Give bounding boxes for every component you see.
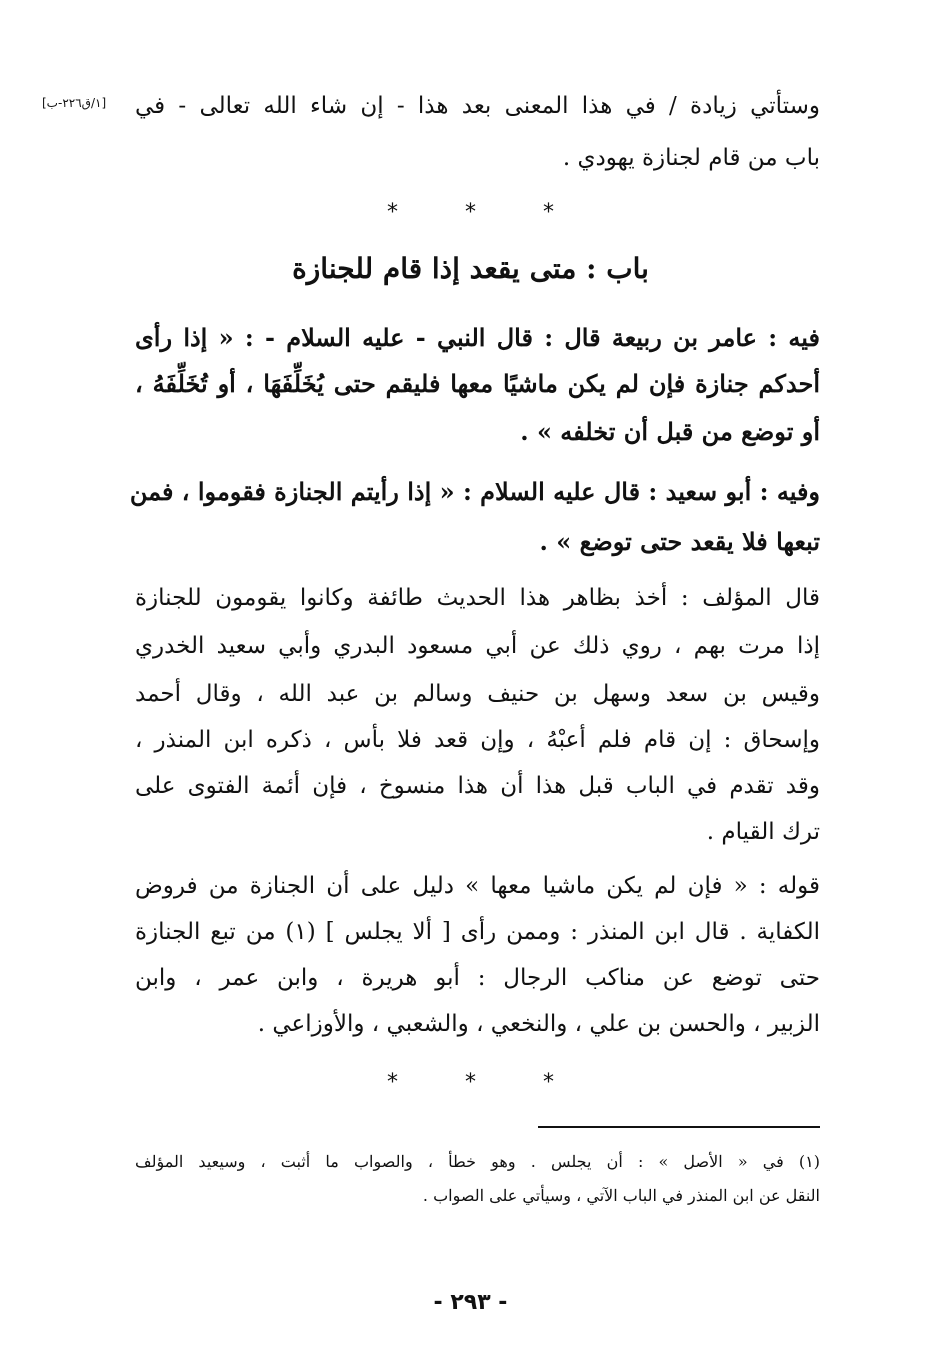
commentary2-line-2: الكفاية . قال ابن المنذر : وممن رأى [ ألا يجلس ] (١) من تبع الجنازة [135, 919, 820, 945]
footnote-line-2: النقل عن ابن المنذر في الباب الآتي ، وسيأتي على الصواب . [422, 1186, 820, 1205]
star-ornament: * [543, 1070, 554, 1095]
hadith1-line-3: أو توضع من قبل أن تخلفه » . [520, 417, 820, 446]
section-divider-bottom [0, 1070, 941, 1095]
commentary2-line-4: الزبير ، والحسن بن علي ، والنخعي ، والشعبي ، والأوزاعي . [257, 1011, 820, 1037]
section-divider-top [0, 200, 941, 225]
star-ornament: * [465, 1070, 476, 1095]
commentary1-line-2: إذا مرت بهم ، روي ذلك عن أبي مسعود البدري وأبي سعيد الخدري [135, 633, 820, 659]
page-number: - ٢٩٣ - [433, 1290, 508, 1315]
commentary1-line-1: قال المؤلف : أخذ بظاهر هذا الحديث طائفة وكانوا يقومون للجنازة [135, 585, 820, 611]
intro-line-2: باب من قام لجنازة يهودي . [562, 145, 820, 171]
star-ornament: * [543, 200, 554, 225]
hadith1-line-2: أحدكم جنازة فإن لم يكن ماشيًا معها فليقم حتى يُخَلِّفَهَا ، أو تُخَلِّفَهُ ، [135, 369, 820, 398]
commentary1-line-4: وإسحاق : إن قام فلم أعبْهُ ، وإن قعد فلا بأس ، ذكره ابن المنذر ، [135, 727, 820, 753]
star-ornament: * [465, 200, 476, 225]
chapter-heading: باب : متى يقعد إذا قام للجنازة [292, 252, 649, 285]
intro-line-1: وستأتي زيادة / في هذا المعنى بعد هذا - إن شاء الله تعالى - في [135, 93, 820, 119]
hadith1-line-1: فيه : عامر بن ربيعة قال : قال النبي - عليه السلام - : « إذا رأى [135, 323, 820, 352]
footnote-line-1: (١) في « الأصل » : أن يجلس . وهو خطأ ، والصواب ما أثبت ، وسيعيد المؤلف [135, 1152, 820, 1171]
star-ornament: * [387, 200, 398, 225]
star-ornament: * [387, 1070, 398, 1095]
hadith2-line-2: تبعها فلا يقعد حتى توضع » . [539, 527, 820, 556]
footnote-separator [538, 1126, 820, 1128]
commentary2-line-1: قوله : « فإن لم يكن ماشيا معها » دليل على أن الجنازة من فروض [135, 873, 820, 899]
manuscript-folio-note: [١/ق٢٢٦-ب] [42, 96, 107, 110]
commentary1-line-5: وقد تقدم في الباب قبل هذا أن هذا منسوخ ، فإن أئمة الفتوى على [135, 773, 820, 799]
hadith2-line-1: وفيه : أبو سعيد : قال عليه السلام : « إذا رأيتم الجنازة فقوموا ، فمن [129, 477, 820, 506]
commentary1-line-6: ترك القيام . [706, 819, 820, 845]
commentary1-line-3: وقيس بن سعد وسهل بن حنيف وسالم بن عبد الله ، وقال أحمد [135, 681, 820, 707]
commentary2-line-3: حتى توضع عن مناكب الرجال : أبو هريرة ، وابن عمر ، وابن [135, 965, 820, 991]
